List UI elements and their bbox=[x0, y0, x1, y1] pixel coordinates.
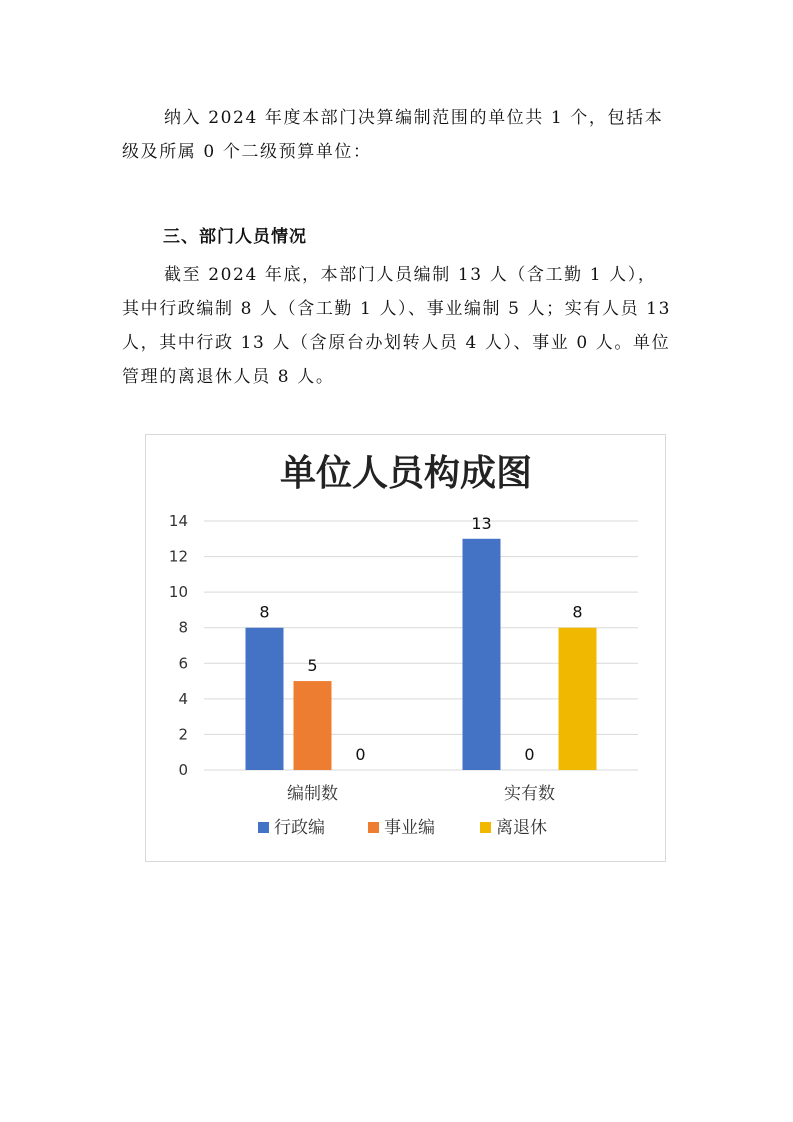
staffing-paragraph: 截至 2024 年底，本部门人员编制 13 人（含工勤 1 人），其中行政编制 8 人（含工勤 1 人）、事业编制 5 人；实有人员 13 人，其中行政 13 人（含原台办划转人员 4 人）、事业 0 人。单位管理的离退休人员 8 人。 bbox=[122, 265, 672, 387]
bar bbox=[294, 681, 332, 770]
category-label: 实有数 bbox=[504, 784, 555, 804]
data-label: 8 bbox=[572, 602, 583, 622]
legend-swatch bbox=[368, 822, 379, 833]
category-label: 编制数 bbox=[287, 784, 338, 804]
chart-svg bbox=[146, 435, 667, 863]
data-label: 5 bbox=[307, 656, 318, 676]
data-label: 8 bbox=[259, 602, 270, 622]
legend-label: 事业编 bbox=[384, 818, 435, 838]
y-tick-label: 12 bbox=[168, 547, 188, 566]
y-axis-ticks bbox=[169, 512, 188, 779]
legend bbox=[258, 818, 547, 838]
personnel-chart bbox=[145, 434, 666, 862]
bar bbox=[463, 539, 501, 770]
data-label: 0 bbox=[355, 745, 366, 764]
chart-title: 单位人员构成图 bbox=[279, 453, 533, 494]
bar bbox=[246, 628, 284, 770]
data-label: 13 bbox=[471, 513, 492, 533]
section-heading: 三、部门人员情况 bbox=[163, 227, 307, 247]
legend-label: 行政编 bbox=[274, 818, 325, 838]
y-tick-label: 10 bbox=[168, 583, 188, 602]
bars bbox=[246, 539, 597, 770]
y-tick-label: 8 bbox=[178, 618, 188, 637]
bar bbox=[559, 628, 597, 770]
data-label: 0 bbox=[524, 745, 535, 764]
scope-paragraph: 纳入 2024 年度本部门决算编制范围的单位共 1 个，包括本级及所属 0 个二级预算单位： bbox=[122, 108, 664, 162]
legend-swatch bbox=[258, 822, 269, 833]
y-tick-label: 2 bbox=[178, 725, 188, 744]
legend-label: 离退休 bbox=[496, 818, 547, 838]
x-axis-categories bbox=[287, 784, 555, 804]
y-tick-label: 6 bbox=[178, 654, 188, 673]
y-tick-label: 14 bbox=[168, 512, 188, 530]
y-tick-label: 4 bbox=[178, 689, 188, 708]
legend-swatch bbox=[480, 822, 491, 833]
y-tick-label: 0 bbox=[178, 761, 188, 779]
